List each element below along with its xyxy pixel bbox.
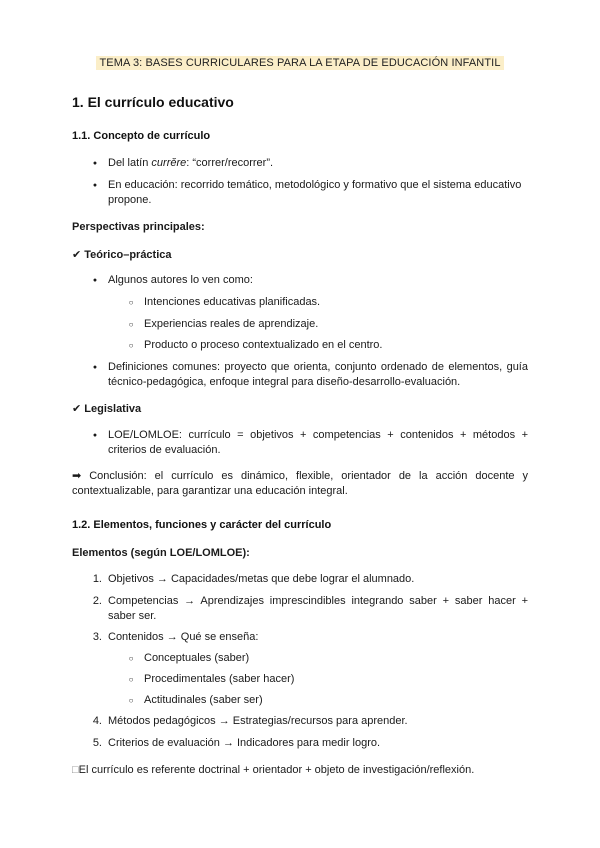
numbered-item-text: Competencias → Aprendizajes imprescindibles integrando saber + saber hacer + saber ser. bbox=[108, 595, 528, 622]
item-number: 1. bbox=[92, 573, 102, 585]
list-item-text: En educación: recorrido temático, metodológico y formativo que el sistema educativo propone. bbox=[108, 179, 522, 206]
subsection-1-2-title: 1.2. Elementos, funciones y carácter del currículo bbox=[72, 519, 332, 531]
perspectives-title: Perspectivas principales: bbox=[72, 221, 205, 233]
document-header: TEMA 3: BASES CURRICULARES PARA LA ETAPA DE EDUCACIÓN INFANTIL bbox=[96, 56, 503, 70]
final-note bbox=[72, 763, 528, 778]
numbered-item-text: Contenidos → Qué se enseña: bbox=[108, 631, 259, 643]
bullet-disc bbox=[88, 178, 102, 194]
check-icon: ✔ bbox=[72, 249, 82, 261]
bullet-circle bbox=[124, 317, 138, 333]
conclusion-paragraph bbox=[72, 469, 528, 499]
bullet-disc bbox=[88, 428, 102, 444]
item-number: 5. bbox=[92, 737, 102, 749]
list-item-text: Definiciones comunes: proyecto que orienta, conjunto ordenado de elementos, guía técnico-pedagógica, enfoque integral para diseño-desarrollo-evaluación. bbox=[108, 361, 528, 388]
sub-list-item-text: Conceptuales (saber) bbox=[144, 652, 250, 664]
bullet-circle bbox=[124, 672, 138, 688]
latin-meaning: : “correr/recorrer”. bbox=[186, 157, 274, 169]
teorico-heading bbox=[72, 248, 528, 263]
sub-list-item-text: Intenciones educativas planificadas. bbox=[144, 296, 321, 308]
legislativa-heading bbox=[72, 402, 528, 417]
sub-list-item-text: Producto o proceso contextualizado en el centro. bbox=[144, 339, 383, 351]
teorico-title: Teórico–práctica bbox=[84, 249, 172, 261]
bullet-disc bbox=[88, 156, 102, 172]
sub-list-item-text: Actitudinales (saber ser) bbox=[144, 694, 263, 706]
sub-list-item-text: Experiencias reales de aprendizaje. bbox=[144, 318, 319, 330]
numbered-item-text: Objetivos → Capacidades/metas que debe lograr el alumnado. bbox=[108, 573, 415, 585]
numbered-item-text: Métodos pedagógicos → Estrategias/recursos para aprender. bbox=[108, 715, 408, 727]
bullet-circle bbox=[124, 693, 138, 709]
item-number: 4. bbox=[92, 715, 102, 727]
legislativa-title: Legislativa bbox=[84, 403, 142, 415]
bullet-circle bbox=[124, 651, 138, 667]
item-number: 2. bbox=[92, 595, 102, 607]
arrow-right-icon: ➡ bbox=[72, 470, 82, 482]
final-note-text: El currículo es referente doctrinal + orientador + objeto de investigación/reflexión. bbox=[78, 764, 475, 776]
conclusion-text: Conclusión: el currículo es dinámico, flexible, orientador de la acción docente y contextualizable, para garantizar una educación integral. bbox=[72, 470, 528, 497]
bullet-circle bbox=[124, 295, 138, 311]
bullet-circle bbox=[124, 338, 138, 354]
subsection-1-1-title: 1.1. Concepto de currículo bbox=[72, 130, 211, 142]
list-item-text: Algunos autores lo ven como: bbox=[108, 274, 253, 286]
header-container bbox=[0, 56, 600, 70]
box-icon: □ bbox=[72, 764, 79, 776]
elements-title: Elementos (según LOE/LOMLOE): bbox=[72, 547, 250, 559]
numbered-item-text: Criterios de evaluación → Indicadores para medir logro. bbox=[108, 737, 381, 749]
bullet-disc bbox=[88, 360, 102, 376]
latin-term: currĕre bbox=[151, 157, 187, 169]
sub-list-item-text: Procedimentales (saber hacer) bbox=[144, 673, 295, 685]
list-item-text: LOE/LOMLOE: currículo = objetivos + competencias + contenidos + métodos + criterios de evaluación. bbox=[108, 429, 528, 456]
item-number: 3. bbox=[92, 631, 102, 643]
list-item-text bbox=[108, 156, 528, 171]
check-icon: ✔ bbox=[72, 403, 82, 415]
section-1-title: 1. El currículo educativo bbox=[72, 94, 234, 110]
latin-prefix: Del latín bbox=[108, 157, 152, 169]
bullet-disc bbox=[88, 273, 102, 289]
